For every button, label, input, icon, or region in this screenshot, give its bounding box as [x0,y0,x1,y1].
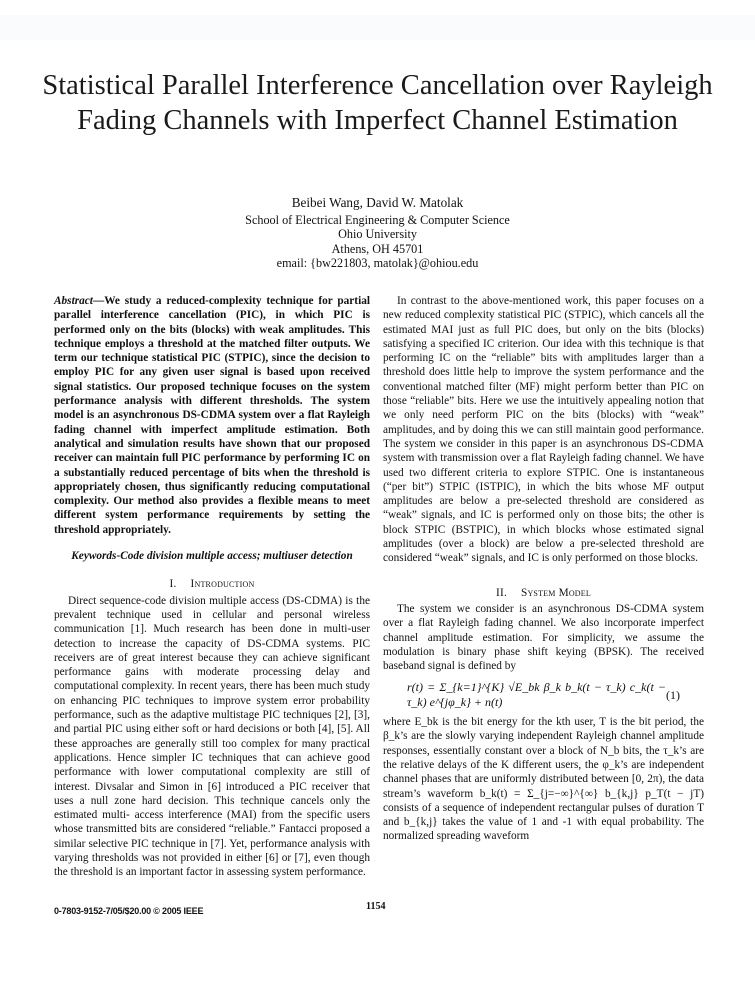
keywords: Keywords-Code division multiple access; multiuser detection [71,550,353,563]
system-model-paragraph-2: where E_bk is the bit energy for the kth user, T is the bit period, the β_k’s are the slowly varying independent Rayleigh channel amplitude responses, essentially constant over a block of N_b bits, the τ_k’s are the relative delays of the K different users, the φ_k’s are independent channel phases that are uniformly distributed between [0, 2π), the data stream’s waveform b_k(t) = Σ_{j=−∞}^{∞} b_{k,j} p_T(t − jT) consists of a sequence of independent rectangular pulses of duration T and b_{k,j} takes the value of 1 and -1 with equal probability. The normalized spreading waveform [383,716,704,843]
section-heading-system-model [383,586,704,600]
equation-body: r(t) = Σ_{k=1}^{K} √E_bk β_k b_k(t − τ_k) c_k(t − τ_k) e^{jφ_k} + n(t) [407,680,666,709]
abstract-text: —We study a reduced-complexity technique for partial parallel interference cancellation (PIC), in which PIC is performed only on the bits (blocks) with weak amplitudes. This technique employs a threshold at the matched filter outputs. We term our technique statistical PIC (STPIC), since the decision to employ PIC for any given user signal is based upon received signal statistics. Our proposed technique focuses on the system performance analysis with different thresholds. The system model is an asynchronous DS-CDMA system over a flat Rayleigh fading channel with imperfect amplitude estimation. Both analytical and simulation results have shown that our proposed receiver can maintain full PIC performance by performing IC on a substantially reduced percentage of bits when the threshold is appropriately chosen, thus significantly reducing computational complexity. Our method also provides a flexible means to meet different system performance requirements by setting the threshold appropriately. [54,295,370,536]
section-number: I. [169,578,177,591]
paper-title: Statistical Parallel Interference Cancellation over Rayleigh Fading Channels with Imperfect Channel Estimation [42,70,713,136]
author-block [0,196,755,271]
right-column [383,294,704,844]
author-names: Beibei Wang, David W. Matolak [291,195,464,210]
page-number: 1154 [366,901,386,912]
copyright-notice: 0-7803-9152-7/05/$20.00 © 2005 IEEE [54,906,204,916]
left-column [54,294,370,880]
viewer-top-band [0,15,755,40]
system-model-paragraph-1: The system we consider is an asynchronous DS-CDMA system over a flat Rayleigh fading channel. We also incorporate imperfect channel amplitude estimation. For simplicity, we assume the modulation is binary phase shift keying (BPSK). The received baseband signal is defined by [383,602,704,673]
abstract-label: Abstract [54,295,93,307]
intro-paragraph-1: Direct sequence-code division multiple access (DS-CDMA) is the prevalent technique used in cellular and personal wireless communication [1]. Much research has been done in multi-user detection to increase the capacity of DS-CDMA systems. PIC receivers are of great interest because they can achieve significant performance gains with moderate processing delay and computational complexity. In recent years, there has been much study on enhancing PIC techniques to improve system error probability performance, such as the adaptive multistage PIC techniques [2], [3], and partial PIC using either soft or hard decisions or both [4], [5]. All these approaches are generally still too complex for many practical applications. Hence simpler IC techniques that can achieve good performance with lower computational complexity are still of interest. Divsalar and Simon in [6] introduced a PIC receiver that uses a null zone hard decision. This technique cancels only the estimated multi- access interference (MAI) from the specific users whose transmitted bits are considered “reliable.” Fantacci proposed a similar selective PIC technique in [7]. Yet, performance analysis with varying thresholds was not provided in either [6] or [7], even though the threshold is an important factor in assessing system performance. [54,594,370,879]
section-heading-introduction [54,577,370,591]
section-number: II. [496,586,507,599]
section-title: Introduction [190,578,255,591]
location: Athens, OH 45701 [331,241,424,256]
abstract [54,294,370,537]
university: Ohio University [338,227,417,241]
intro-paragraph-2: In contrast to the above-mentioned work, this paper focuses on a new reduced complexity statistical PIC (STPIC), which cancels all the estimated MAI just as full PIC does, but only on the bits (blocks) satisfying a specified IC criterion. Our idea with this technique is that performing IC on the “reliable” bits with amplitudes larger than a threshold does little help to improve the system performance and the conventional matched filter (MF) might perform better than PIC on those “reliable” bits. Here we use the intuitively appealing notion that we only need perform PIC on the bits (blocks) with “weak” amplitudes, and by doing this we can still maintain good performance. The system we consider in this paper is an asynchronous DS-CDMA system with transmission over a flat Rayleigh fading channel. We have used two different criteria to explore STPIC. One is instantaneous (“per bit”) STPIC (ISTPIC), in which the bits whose MF output amplitudes are below a pre-selected threshold are considered as “weak” signals, and IC is performed only on those bits; the other is block STPIC (BSTPIC), in which blocks whose estimated signal amplitudes (over a block) are below a pre-selected threshold are considered “weak” signals, and IC is only performed on those blocks. [383,295,704,565]
equation-1 [383,680,704,709]
affiliation: School of Electrical Engineering & Computer Science [245,212,510,227]
equation-number: (1) [666,687,680,702]
email: email: {bw221803, matolak}@ohiou.edu [276,256,479,270]
section-title: System Model [520,586,591,599]
